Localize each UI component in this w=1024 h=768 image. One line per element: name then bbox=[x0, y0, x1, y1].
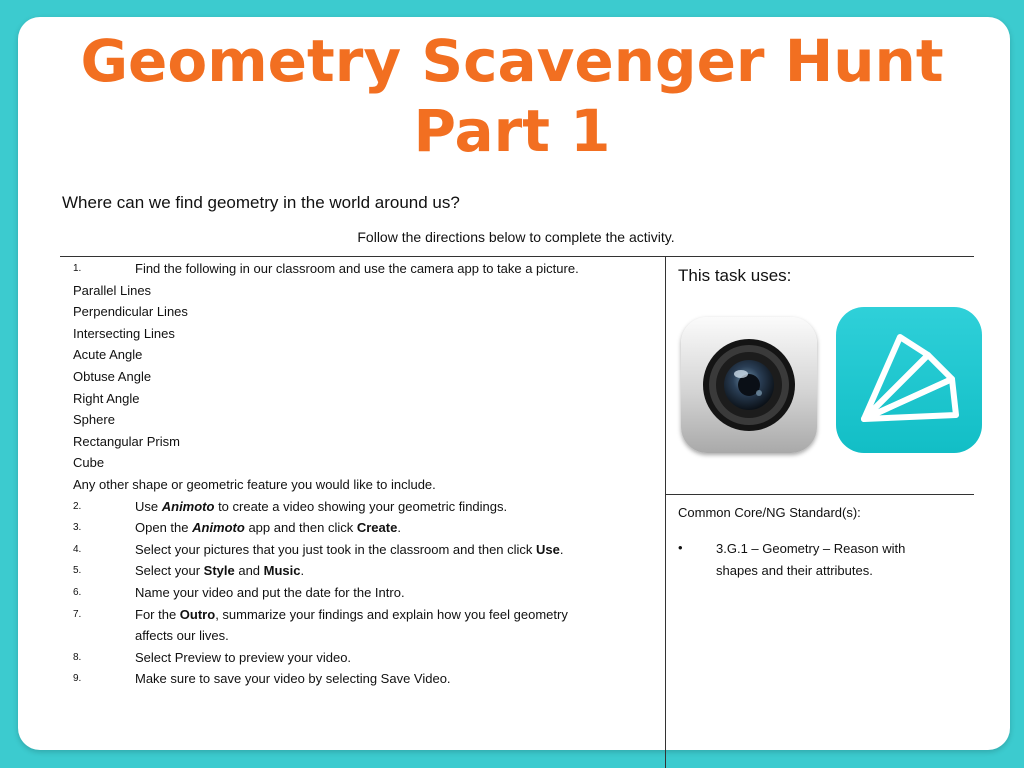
guiding-question: Where can we find geometry in the world around us? bbox=[62, 193, 460, 212]
list-item-number: 8. bbox=[73, 651, 82, 663]
list-item bbox=[73, 258, 658, 280]
text-run: Intersecting Lines bbox=[73, 325, 175, 341]
list-item bbox=[73, 582, 658, 604]
list-item-text bbox=[135, 539, 564, 561]
text-run: Any other shape or geometric feature you would like to include. bbox=[73, 476, 436, 492]
list-item-text bbox=[73, 326, 175, 341]
standard-item: 3.G.1 – Geometry – Reason with shapes and their attributes. bbox=[716, 541, 906, 578]
list-item-number: 4. bbox=[73, 543, 82, 555]
text-run: . bbox=[300, 563, 305, 579]
page-title: Geometry Scavenger Hunt bbox=[80, 27, 944, 95]
text-run: Music bbox=[263, 563, 301, 579]
text-run: Animoto bbox=[192, 520, 245, 536]
text-run: Select your bbox=[135, 563, 204, 579]
text-run: Select Preview to preview your video. bbox=[135, 649, 352, 665]
list-item-text bbox=[135, 582, 405, 604]
list-item bbox=[73, 301, 658, 323]
text-run: Create bbox=[356, 520, 398, 536]
list-item-text bbox=[73, 304, 188, 319]
standards-title: Common Core/NG Standard(s): bbox=[678, 505, 861, 520]
text-run: Parallel Lines bbox=[73, 282, 152, 298]
list-item bbox=[73, 560, 658, 582]
text-run: Perpendicular Lines bbox=[73, 304, 188, 320]
text-run: Outro bbox=[179, 606, 216, 622]
camera-app-icon bbox=[681, 317, 817, 453]
text-run: Obtuse Angle bbox=[73, 368, 152, 384]
text-run: Rectangular Prism bbox=[73, 433, 180, 449]
list-item bbox=[73, 280, 658, 302]
text-run: Make sure to save your video by selecting Save Video. bbox=[135, 671, 451, 687]
list-item-text bbox=[135, 496, 507, 518]
list-item bbox=[73, 388, 658, 410]
table-top-border bbox=[60, 256, 974, 257]
text-run: Name your video and put the date for the Intro. bbox=[135, 584, 405, 600]
text-run: Use bbox=[536, 541, 560, 557]
list-item-text bbox=[135, 517, 401, 539]
page-subtitle: Part 1 bbox=[413, 97, 611, 165]
steps-list bbox=[73, 258, 658, 690]
text-run: affects our lives. bbox=[135, 628, 229, 644]
sidebar-row-divider bbox=[665, 494, 974, 495]
list-item-text bbox=[135, 604, 568, 626]
list-item bbox=[73, 323, 658, 345]
text-run: . bbox=[397, 520, 401, 536]
list-item-text bbox=[73, 369, 151, 384]
list-item bbox=[73, 474, 658, 496]
list-item bbox=[73, 409, 658, 431]
text-run: Use bbox=[135, 498, 162, 514]
list-item bbox=[73, 604, 658, 626]
list-item bbox=[73, 539, 658, 561]
list-item bbox=[73, 452, 658, 474]
list-item-text bbox=[73, 283, 151, 298]
list-item bbox=[73, 668, 658, 690]
list-item-text bbox=[135, 668, 451, 690]
standards-bullet: • bbox=[678, 540, 683, 555]
list-item-text bbox=[73, 477, 436, 492]
text-run: Select your pictures that you just took in the classroom and then click bbox=[135, 541, 537, 557]
directions-text: Follow the directions below to complete the activity. bbox=[357, 229, 675, 245]
list-item-number: 9. bbox=[73, 673, 82, 685]
list-item-text bbox=[135, 560, 304, 582]
list-item-text bbox=[73, 434, 180, 449]
list-item-number: 2. bbox=[73, 500, 82, 512]
text-run: app and then click bbox=[244, 520, 357, 536]
list-item bbox=[73, 517, 658, 539]
list-item-number: 7. bbox=[73, 608, 82, 620]
text-run: Find the following in our classroom and use the camera app to take a picture. bbox=[135, 261, 579, 276]
list-item bbox=[73, 496, 658, 518]
text-run: Style bbox=[203, 563, 235, 579]
text-run: Right Angle bbox=[73, 390, 140, 406]
text-run: Sphere bbox=[73, 412, 115, 428]
text-run: , summarize your findings and explain how you feel geometry bbox=[215, 606, 568, 622]
list-item-text bbox=[73, 455, 104, 470]
text-run: Open the bbox=[135, 520, 193, 536]
list-item bbox=[73, 344, 658, 366]
text-run: and bbox=[234, 563, 264, 579]
list-item bbox=[73, 647, 658, 669]
list-item-text bbox=[135, 625, 229, 647]
uses-label: This task uses: bbox=[678, 266, 792, 285]
text-run: Cube bbox=[73, 455, 105, 471]
list-item-text bbox=[135, 647, 351, 669]
text-run: . bbox=[559, 541, 564, 557]
list-item-text bbox=[135, 258, 579, 280]
list-item-text bbox=[73, 347, 142, 362]
list-item-text bbox=[73, 391, 140, 406]
list-item-number: 1. bbox=[73, 263, 82, 274]
list-item-number: 3. bbox=[73, 522, 82, 534]
text-run: Acute Angle bbox=[73, 347, 143, 363]
list-item-text bbox=[73, 412, 115, 427]
list-item bbox=[73, 431, 658, 453]
list-item bbox=[73, 366, 658, 388]
table-column-divider bbox=[665, 256, 666, 768]
text-run: For the bbox=[135, 606, 180, 622]
list-item-number: 6. bbox=[73, 586, 82, 598]
text-run: to create a video showing your geometric findings. bbox=[214, 498, 508, 514]
list-item-number: 5. bbox=[73, 565, 82, 577]
text-run: Animoto bbox=[161, 498, 215, 514]
animoto-app-icon bbox=[836, 307, 982, 453]
list-item bbox=[73, 625, 658, 647]
